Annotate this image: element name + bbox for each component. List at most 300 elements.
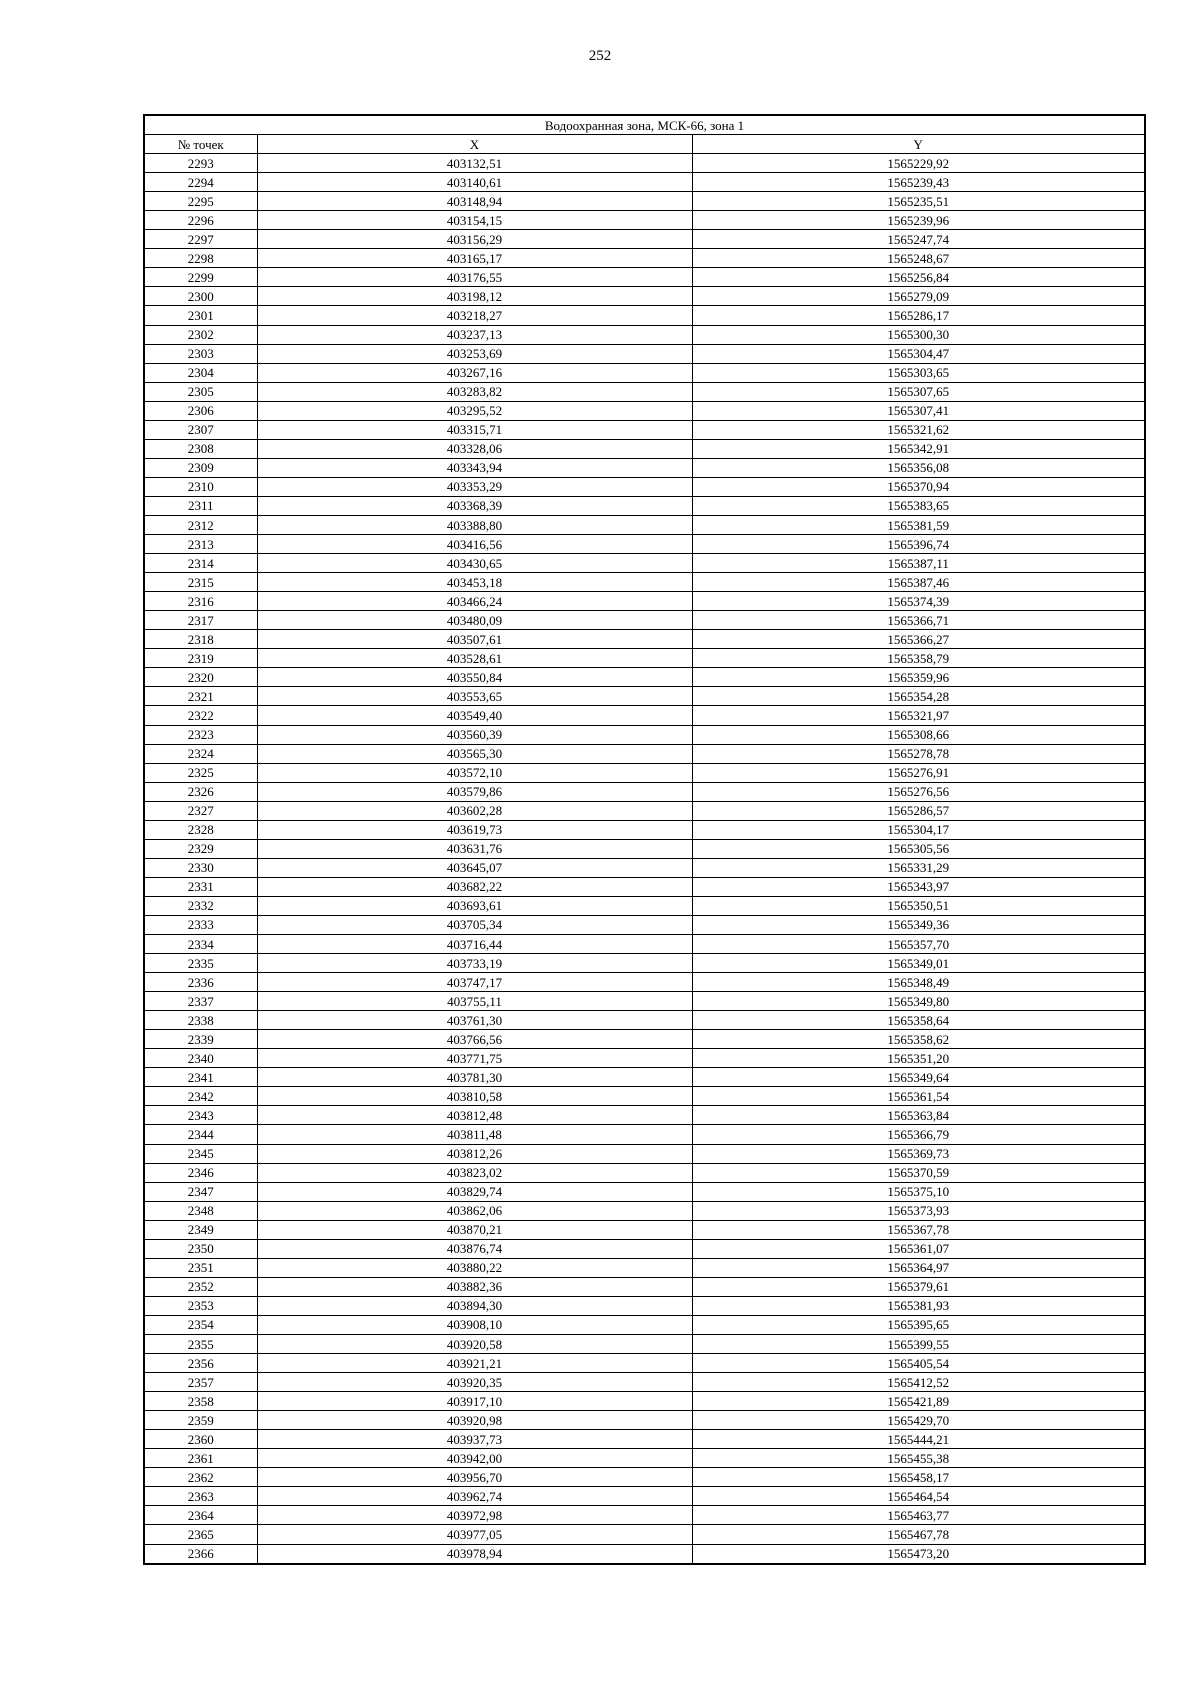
y-coordinate-cell: 1565366,27 [692, 630, 1145, 649]
y-coordinate-cell: 1565300,30 [692, 325, 1145, 344]
y-coordinate-cell: 1565373,93 [692, 1201, 1145, 1220]
point-number-cell: 2313 [144, 535, 257, 554]
x-coordinate-cell: 403453,18 [257, 573, 692, 592]
y-coordinate-cell: 1565358,64 [692, 1011, 1145, 1030]
y-coordinate-cell: 1565367,78 [692, 1220, 1145, 1239]
table-row [144, 1392, 1145, 1411]
table-row [144, 268, 1145, 287]
table-row [144, 611, 1145, 630]
point-number-cell: 2344 [144, 1125, 257, 1144]
table-row [144, 1525, 1145, 1544]
x-coordinate-cell: 403920,58 [257, 1335, 692, 1354]
x-coordinate-cell: 403237,13 [257, 325, 692, 344]
point-number-cell: 2316 [144, 592, 257, 611]
y-coordinate-cell: 1565307,41 [692, 401, 1145, 420]
y-coordinate-cell: 1565421,89 [692, 1392, 1145, 1411]
x-coordinate-cell: 403771,75 [257, 1049, 692, 1068]
point-number-cell: 2361 [144, 1449, 257, 1468]
x-coordinate-cell: 403733,19 [257, 954, 692, 973]
x-coordinate-cell: 403956,70 [257, 1468, 692, 1487]
x-coordinate-cell: 403154,15 [257, 211, 692, 230]
x-coordinate-cell: 403550,84 [257, 668, 692, 687]
table-row [144, 877, 1145, 896]
point-number-cell: 2312 [144, 515, 257, 534]
point-number-cell: 2301 [144, 306, 257, 325]
y-coordinate-cell: 1565399,55 [692, 1335, 1145, 1354]
y-coordinate-cell: 1565412,52 [692, 1373, 1145, 1392]
y-coordinate-cell: 1565229,92 [692, 154, 1145, 173]
x-coordinate-cell: 403388,80 [257, 515, 692, 534]
y-coordinate-cell: 1565358,79 [692, 649, 1145, 668]
point-number-cell: 2338 [144, 1011, 257, 1030]
point-number-cell: 2330 [144, 858, 257, 877]
x-coordinate-cell: 403766,56 [257, 1030, 692, 1049]
x-coordinate-cell: 403812,48 [257, 1106, 692, 1125]
point-number-cell: 2305 [144, 382, 257, 401]
table-row [144, 192, 1145, 211]
table-row [144, 1449, 1145, 1468]
y-coordinate-cell: 1565354,28 [692, 687, 1145, 706]
table-row [144, 363, 1145, 382]
point-number-cell: 2304 [144, 363, 257, 382]
table-row [144, 420, 1145, 439]
y-coordinate-cell: 1565286,17 [692, 306, 1145, 325]
point-number-cell: 2359 [144, 1411, 257, 1430]
table-row [144, 573, 1145, 592]
y-coordinate-cell: 1565370,94 [692, 477, 1145, 496]
y-coordinate-cell: 1565278,78 [692, 744, 1145, 763]
y-coordinate-cell: 1565381,93 [692, 1296, 1145, 1315]
point-number-cell: 2317 [144, 611, 257, 630]
y-coordinate-cell: 1565308,66 [692, 725, 1145, 744]
table-row [144, 515, 1145, 534]
table-row [144, 973, 1145, 992]
x-coordinate-cell: 403132,51 [257, 154, 692, 173]
table-row [144, 1430, 1145, 1449]
table-title: Водоохранная зона, МСК-66, зона 1 [144, 115, 1145, 135]
x-coordinate-cell: 403253,69 [257, 344, 692, 363]
x-coordinate-cell: 403862,06 [257, 1201, 692, 1220]
x-coordinate-cell: 403917,10 [257, 1392, 692, 1411]
y-coordinate-cell: 1565366,79 [692, 1125, 1145, 1144]
table-row [144, 935, 1145, 954]
table-row [144, 915, 1145, 934]
y-coordinate-cell: 1565304,17 [692, 820, 1145, 839]
x-coordinate-cell: 403920,98 [257, 1411, 692, 1430]
x-coordinate-cell: 403870,21 [257, 1220, 692, 1239]
point-number-cell: 2345 [144, 1144, 257, 1163]
table-row [144, 896, 1145, 915]
y-coordinate-cell: 1565321,62 [692, 420, 1145, 439]
table-row [144, 1030, 1145, 1049]
point-number-cell: 2360 [144, 1430, 257, 1449]
x-coordinate-cell: 403602,28 [257, 801, 692, 820]
x-coordinate-cell: 403693,61 [257, 896, 692, 915]
point-number-cell: 2297 [144, 230, 257, 249]
point-number-cell: 2340 [144, 1049, 257, 1068]
table-row [144, 1011, 1145, 1030]
x-coordinate-cell: 403972,98 [257, 1506, 692, 1525]
point-number-cell: 2354 [144, 1315, 257, 1334]
point-number-cell: 2302 [144, 325, 257, 344]
x-coordinate-cell: 403761,30 [257, 1011, 692, 1030]
table-row [144, 1144, 1145, 1163]
table-row [144, 211, 1145, 230]
x-coordinate-cell: 403942,00 [257, 1449, 692, 1468]
x-coordinate-cell: 403343,94 [257, 458, 692, 477]
x-coordinate-cell: 403295,52 [257, 401, 692, 420]
y-coordinate-cell: 1565349,80 [692, 992, 1145, 1011]
column-header-y: Y [692, 135, 1145, 154]
y-coordinate-cell: 1565349,36 [692, 915, 1145, 934]
x-coordinate-cell: 403747,17 [257, 973, 692, 992]
y-coordinate-cell: 1565366,71 [692, 611, 1145, 630]
y-coordinate-cell: 1565405,54 [692, 1354, 1145, 1373]
y-coordinate-cell: 1565351,20 [692, 1049, 1145, 1068]
table-row [144, 1277, 1145, 1296]
x-coordinate-cell: 403176,55 [257, 268, 692, 287]
x-coordinate-cell: 403810,58 [257, 1087, 692, 1106]
point-number-cell: 2352 [144, 1277, 257, 1296]
point-number-cell: 2353 [144, 1296, 257, 1315]
y-coordinate-cell: 1565395,65 [692, 1315, 1145, 1334]
x-coordinate-cell: 403165,17 [257, 249, 692, 268]
point-number-cell: 2366 [144, 1544, 257, 1564]
y-coordinate-cell: 1565467,78 [692, 1525, 1145, 1544]
point-number-cell: 2327 [144, 801, 257, 820]
table-row [144, 1354, 1145, 1373]
table-row [144, 1068, 1145, 1087]
table-row [144, 1335, 1145, 1354]
table-title-row [144, 115, 1145, 135]
x-coordinate-cell: 403812,26 [257, 1144, 692, 1163]
x-coordinate-cell: 403962,74 [257, 1487, 692, 1506]
x-coordinate-cell: 403430,65 [257, 554, 692, 573]
point-number-cell: 2322 [144, 706, 257, 725]
point-number-cell: 2300 [144, 287, 257, 306]
point-number-cell: 2298 [144, 249, 257, 268]
table-row [144, 954, 1145, 973]
table-row [144, 839, 1145, 858]
y-coordinate-cell: 1565370,59 [692, 1163, 1145, 1182]
column-header-x: X [257, 135, 692, 154]
table-row [144, 1258, 1145, 1277]
x-coordinate-cell: 403507,61 [257, 630, 692, 649]
y-coordinate-cell: 1565321,97 [692, 706, 1145, 725]
x-coordinate-cell: 403631,76 [257, 839, 692, 858]
point-number-cell: 2350 [144, 1239, 257, 1258]
x-coordinate-cell: 403579,86 [257, 782, 692, 801]
table-row [144, 1468, 1145, 1487]
y-coordinate-cell: 1565239,96 [692, 211, 1145, 230]
point-number-cell: 2310 [144, 477, 257, 496]
point-number-cell: 2349 [144, 1220, 257, 1239]
y-coordinate-cell: 1565348,49 [692, 973, 1145, 992]
point-number-cell: 2325 [144, 763, 257, 782]
y-coordinate-cell: 1565387,11 [692, 554, 1145, 573]
x-coordinate-cell: 403148,94 [257, 192, 692, 211]
x-coordinate-cell: 403156,29 [257, 230, 692, 249]
x-coordinate-cell: 403880,22 [257, 1258, 692, 1277]
table-row [144, 820, 1145, 839]
x-coordinate-cell: 403978,94 [257, 1544, 692, 1564]
table-row [144, 535, 1145, 554]
table-row [144, 782, 1145, 801]
point-number-cell: 2296 [144, 211, 257, 230]
table-row [144, 1125, 1145, 1144]
y-coordinate-cell: 1565235,51 [692, 192, 1145, 211]
y-coordinate-cell: 1565359,96 [692, 668, 1145, 687]
point-number-cell: 2308 [144, 439, 257, 458]
point-number-cell: 2293 [144, 154, 257, 173]
point-number-cell: 2324 [144, 744, 257, 763]
point-number-cell: 2334 [144, 935, 257, 954]
table-body [144, 154, 1145, 1564]
table-row [144, 1239, 1145, 1258]
table-row [144, 287, 1145, 306]
y-coordinate-cell: 1565279,09 [692, 287, 1145, 306]
table-row [144, 744, 1145, 763]
point-number-cell: 2309 [144, 458, 257, 477]
x-coordinate-cell: 403198,12 [257, 287, 692, 306]
x-coordinate-cell: 403705,34 [257, 915, 692, 934]
coordinates-table [143, 114, 1146, 1565]
table-row [144, 1411, 1145, 1430]
table-header-row [144, 135, 1145, 154]
point-number-cell: 2348 [144, 1201, 257, 1220]
table-row [144, 1163, 1145, 1182]
point-number-cell: 2357 [144, 1373, 257, 1392]
table-row [144, 154, 1145, 173]
point-number-cell: 2331 [144, 877, 257, 896]
table-row [144, 1296, 1145, 1315]
y-coordinate-cell: 1565349,64 [692, 1068, 1145, 1087]
table-row [144, 630, 1145, 649]
point-number-cell: 2346 [144, 1163, 257, 1182]
x-coordinate-cell: 403920,35 [257, 1373, 692, 1392]
point-number-cell: 2319 [144, 649, 257, 668]
y-coordinate-cell: 1565444,21 [692, 1430, 1145, 1449]
x-coordinate-cell: 403549,40 [257, 706, 692, 725]
table-row [144, 592, 1145, 611]
x-coordinate-cell: 403528,61 [257, 649, 692, 668]
table-row [144, 1106, 1145, 1125]
table-row [144, 401, 1145, 420]
x-coordinate-cell: 403368,39 [257, 496, 692, 515]
point-number-cell: 2355 [144, 1335, 257, 1354]
y-coordinate-cell: 1565350,51 [692, 896, 1145, 915]
point-number-cell: 2306 [144, 401, 257, 420]
x-coordinate-cell: 403755,11 [257, 992, 692, 1011]
table-row [144, 706, 1145, 725]
point-number-cell: 2318 [144, 630, 257, 649]
point-number-cell: 2358 [144, 1392, 257, 1411]
y-coordinate-cell: 1565383,65 [692, 496, 1145, 515]
point-number-cell: 2315 [144, 573, 257, 592]
point-number-cell: 2323 [144, 725, 257, 744]
table-row [144, 1544, 1145, 1564]
y-coordinate-cell: 1565374,39 [692, 592, 1145, 611]
table-row [144, 477, 1145, 496]
point-number-cell: 2336 [144, 973, 257, 992]
y-coordinate-cell: 1565305,56 [692, 839, 1145, 858]
table-row [144, 1487, 1145, 1506]
point-number-cell: 2333 [144, 915, 257, 934]
x-coordinate-cell: 403645,07 [257, 858, 692, 877]
y-coordinate-cell: 1565307,65 [692, 382, 1145, 401]
table-row [144, 649, 1145, 668]
x-coordinate-cell: 403328,06 [257, 439, 692, 458]
table-row [144, 687, 1145, 706]
y-coordinate-cell: 1565455,38 [692, 1449, 1145, 1468]
x-coordinate-cell: 403480,09 [257, 611, 692, 630]
y-coordinate-cell: 1565357,70 [692, 935, 1145, 954]
x-coordinate-cell: 403977,05 [257, 1525, 692, 1544]
y-coordinate-cell: 1565396,74 [692, 535, 1145, 554]
x-coordinate-cell: 403716,44 [257, 935, 692, 954]
y-coordinate-cell: 1565379,61 [692, 1277, 1145, 1296]
point-number-cell: 2299 [144, 268, 257, 287]
y-coordinate-cell: 1565429,70 [692, 1411, 1145, 1430]
point-number-cell: 2365 [144, 1525, 257, 1544]
x-coordinate-cell: 403829,74 [257, 1182, 692, 1201]
x-coordinate-cell: 403619,73 [257, 820, 692, 839]
x-coordinate-cell: 403876,74 [257, 1239, 692, 1258]
y-coordinate-cell: 1565247,74 [692, 230, 1145, 249]
y-coordinate-cell: 1565361,07 [692, 1239, 1145, 1258]
point-number-cell: 2329 [144, 839, 257, 858]
y-coordinate-cell: 1565276,91 [692, 763, 1145, 782]
point-number-cell: 2321 [144, 687, 257, 706]
point-number-cell: 2343 [144, 1106, 257, 1125]
x-coordinate-cell: 403921,21 [257, 1354, 692, 1373]
point-number-cell: 2341 [144, 1068, 257, 1087]
y-coordinate-cell: 1565342,91 [692, 439, 1145, 458]
point-number-cell: 2351 [144, 1258, 257, 1277]
y-coordinate-cell: 1565387,46 [692, 573, 1145, 592]
y-coordinate-cell: 1565248,67 [692, 249, 1145, 268]
table-row [144, 1315, 1145, 1334]
x-coordinate-cell: 403267,16 [257, 363, 692, 382]
point-number-cell: 2294 [144, 173, 257, 192]
point-number-cell: 2356 [144, 1354, 257, 1373]
x-coordinate-cell: 403823,02 [257, 1163, 692, 1182]
point-number-cell: 2320 [144, 668, 257, 687]
x-coordinate-cell: 403572,10 [257, 763, 692, 782]
table-row [144, 173, 1145, 192]
y-coordinate-cell: 1565304,47 [692, 344, 1145, 363]
x-coordinate-cell: 403560,39 [257, 725, 692, 744]
table-row [144, 458, 1145, 477]
table-row [144, 325, 1145, 344]
table-row [144, 992, 1145, 1011]
point-number-cell: 2363 [144, 1487, 257, 1506]
point-number-cell: 2339 [144, 1030, 257, 1049]
x-coordinate-cell: 403882,36 [257, 1277, 692, 1296]
x-coordinate-cell: 403894,30 [257, 1296, 692, 1315]
y-coordinate-cell: 1565303,65 [692, 363, 1145, 382]
table-row [144, 439, 1145, 458]
point-number-cell: 2362 [144, 1468, 257, 1487]
table-row [144, 801, 1145, 820]
point-number-cell: 2342 [144, 1087, 257, 1106]
y-coordinate-cell: 1565361,54 [692, 1087, 1145, 1106]
y-coordinate-cell: 1565356,08 [692, 458, 1145, 477]
y-coordinate-cell: 1565343,97 [692, 877, 1145, 896]
table-row [144, 1201, 1145, 1220]
point-number-cell: 2314 [144, 554, 257, 573]
x-coordinate-cell: 403553,65 [257, 687, 692, 706]
point-number-cell: 2303 [144, 344, 257, 363]
y-coordinate-cell: 1565464,54 [692, 1487, 1145, 1506]
y-coordinate-cell: 1565363,84 [692, 1106, 1145, 1125]
y-coordinate-cell: 1565458,17 [692, 1468, 1145, 1487]
table-row [144, 1049, 1145, 1068]
x-coordinate-cell: 403218,27 [257, 306, 692, 325]
table-row [144, 382, 1145, 401]
table-row [144, 496, 1145, 515]
table-row [144, 763, 1145, 782]
point-number-cell: 2307 [144, 420, 257, 439]
table-row [144, 554, 1145, 573]
table-row [144, 858, 1145, 877]
y-coordinate-cell: 1565463,77 [692, 1506, 1145, 1525]
point-number-cell: 2328 [144, 820, 257, 839]
x-coordinate-cell: 403283,82 [257, 382, 692, 401]
point-number-cell: 2332 [144, 896, 257, 915]
table-row [144, 1182, 1145, 1201]
point-number-cell: 2337 [144, 992, 257, 1011]
x-coordinate-cell: 403353,29 [257, 477, 692, 496]
page-number: 252 [588, 48, 612, 64]
y-coordinate-cell: 1565239,43 [692, 173, 1145, 192]
table-row [144, 668, 1145, 687]
y-coordinate-cell: 1565276,56 [692, 782, 1145, 801]
point-number-cell: 2311 [144, 496, 257, 515]
y-coordinate-cell: 1565375,10 [692, 1182, 1145, 1201]
table-row [144, 725, 1145, 744]
point-number-cell: 2295 [144, 192, 257, 211]
table-row [144, 344, 1145, 363]
x-coordinate-cell: 403315,71 [257, 420, 692, 439]
table-row [144, 1506, 1145, 1525]
y-coordinate-cell: 1565381,59 [692, 515, 1145, 534]
table-row [144, 1087, 1145, 1106]
y-coordinate-cell: 1565331,29 [692, 858, 1145, 877]
y-coordinate-cell: 1565364,97 [692, 1258, 1145, 1277]
x-coordinate-cell: 403908,10 [257, 1315, 692, 1334]
y-coordinate-cell: 1565473,20 [692, 1544, 1145, 1564]
column-header-point-number: № точек [144, 135, 257, 154]
point-number-cell: 2335 [144, 954, 257, 973]
point-number-cell: 2364 [144, 1506, 257, 1525]
table-row [144, 230, 1145, 249]
table-row [144, 306, 1145, 325]
y-coordinate-cell: 1565286,57 [692, 801, 1145, 820]
y-coordinate-cell: 1565358,62 [692, 1030, 1145, 1049]
x-coordinate-cell: 403811,48 [257, 1125, 692, 1144]
x-coordinate-cell: 403565,30 [257, 744, 692, 763]
x-coordinate-cell: 403416,56 [257, 535, 692, 554]
table-row [144, 1220, 1145, 1239]
point-number-cell: 2347 [144, 1182, 257, 1201]
y-coordinate-cell: 1565256,84 [692, 268, 1145, 287]
y-coordinate-cell: 1565369,73 [692, 1144, 1145, 1163]
y-coordinate-cell: 1565349,01 [692, 954, 1145, 973]
x-coordinate-cell: 403682,22 [257, 877, 692, 896]
table-row [144, 1373, 1145, 1392]
x-coordinate-cell: 403937,73 [257, 1430, 692, 1449]
